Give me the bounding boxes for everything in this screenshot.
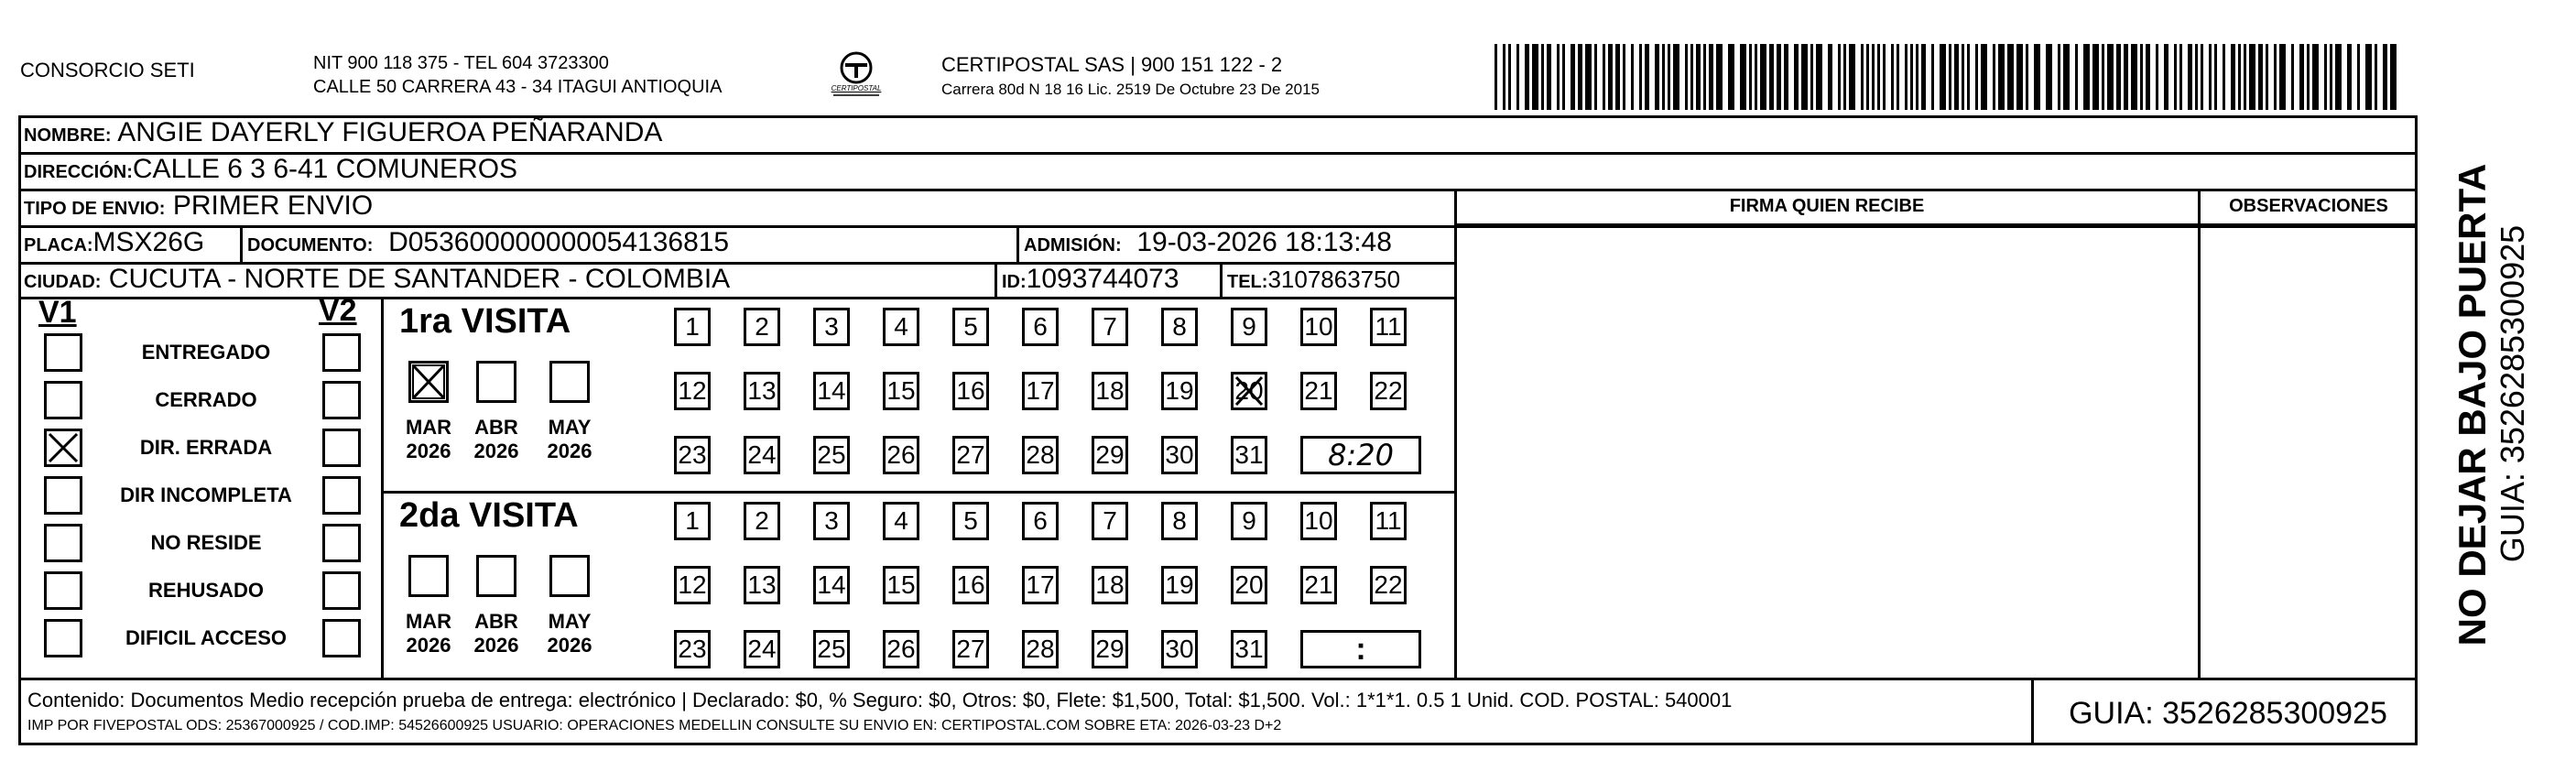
v1-checkbox[interactable] [44, 524, 82, 562]
barcode-bar [1940, 44, 1946, 110]
v1-checkbox[interactable] [44, 333, 82, 372]
visit1-day-box[interactable]: 30 [1161, 436, 1198, 474]
visit2-day-box[interactable]: 16 [952, 566, 989, 604]
logo-icon [815, 48, 897, 103]
barcode-bar [2164, 44, 2168, 110]
status-label: CERRADO [155, 388, 257, 411]
plate-field: PLACA:MSX26G [24, 227, 205, 257]
document-value: D053600000000054136815 [388, 227, 730, 257]
v1-checkbox[interactable] [44, 571, 82, 610]
barcode-bar [2324, 44, 2327, 110]
barcode-bar [2249, 44, 2255, 110]
footer-line1: Contenido: Documentos Medio recepción prueba de entrega: electrónico | Declarado: $0, % Seguro: $0, Otros: $0, Flete: $1,500, Total: $1,500. Vol.: 1*1*1. 0.5 1 Unid. COD. POSTAL: 540001 [27, 689, 1733, 711]
visit1-month-label: MAY 2026 [547, 416, 592, 462]
barcode-bar [1508, 44, 1511, 110]
visit1-day-box[interactable]: 10 [1300, 308, 1337, 346]
day-mark-icon [1231, 372, 1267, 410]
barcode-bar [1849, 44, 1855, 110]
visit2-day-box[interactable]: 20 [1231, 566, 1267, 604]
barcode-bar [1967, 44, 1970, 110]
barcode-bar [1866, 44, 1869, 110]
barcode-bar [1769, 44, 1774, 110]
visit1-day-box[interactable]: 8 [1161, 308, 1198, 346]
barcode-bar [2266, 44, 2268, 110]
visit1-day-box[interactable]: 15 [883, 372, 919, 410]
visit2-day-box[interactable]: 22 [1370, 566, 1407, 604]
barcode-bar [2357, 44, 2360, 110]
visit2-time-box[interactable]: : [1300, 630, 1421, 668]
barcode-bar [1571, 44, 1575, 110]
v1-checkbox[interactable] [44, 619, 82, 657]
barcode-bar [1532, 44, 1538, 110]
barcode-bar [2063, 44, 2070, 110]
barcode-bar [1631, 44, 1634, 110]
visit1-day-box[interactable]: 6 [1022, 308, 1059, 346]
barcode-bar [1916, 44, 1918, 110]
barcode-bar [1861, 44, 1864, 110]
status-label: DIR INCOMPLETA [120, 483, 292, 506]
footer-guia: GUIA: 3526285300925 [2069, 696, 2387, 731]
barcode-bar [1910, 44, 1913, 110]
visit1-title: 1ra VISITA [399, 302, 571, 341]
visit1-month-label: MAR 2026 [405, 416, 452, 462]
barcode-bar [2375, 44, 2377, 110]
visit1-day-box[interactable]: 20 [1231, 372, 1267, 410]
check-x-icon [47, 431, 80, 464]
visit1-day-box[interactable]: 17 [1022, 372, 1059, 410]
visit1-time-box[interactable]: 8:20 [1300, 436, 1421, 474]
visit1-day-box[interactable]: 5 [952, 308, 989, 346]
barcode-bar [2034, 44, 2040, 110]
barcode-bar [2335, 44, 2342, 110]
barcode-bar [1703, 44, 1706, 110]
barcode-bar [1921, 44, 1926, 110]
barcode-bar [1662, 44, 1665, 110]
visit1-day-box[interactable]: 12 [674, 372, 711, 410]
visit2-day-box[interactable]: 23 [674, 630, 711, 668]
visit1-day-box[interactable]: 24 [744, 436, 780, 474]
recipient-name: ANGIE DAYERLY FIGUEROA PEÑARANDA [117, 117, 663, 147]
admission-value: 19-03-2026 18:13:48 [1136, 227, 1392, 257]
barcode-bar [2016, 44, 2023, 110]
barcode-bar [2195, 44, 2198, 110]
v2-checkbox[interactable] [322, 429, 361, 467]
barcode-bar [1516, 44, 1519, 110]
barcode-bar [2075, 44, 2078, 110]
barcode-bar [1784, 44, 1788, 110]
visit1-day-box[interactable]: 22 [1370, 372, 1407, 410]
barcode-bar [2291, 44, 2294, 110]
barcode-bar [1801, 44, 1808, 110]
status-label: NO RESIDE [150, 531, 262, 554]
barcode-bar [1728, 44, 1734, 110]
barcode-bar [1877, 44, 1880, 110]
barcode-bar [2238, 44, 2241, 110]
barcode-bar [1525, 44, 1529, 110]
barcode-bar [2146, 44, 2150, 110]
barcode-bar [2188, 44, 2192, 110]
barcode-bar [2390, 44, 2397, 110]
visit1-month-checkbox[interactable] [476, 361, 516, 403]
barcode-bar [2007, 44, 2014, 110]
visit2-day-box[interactable]: 11 [1370, 502, 1407, 540]
barcode-bar [1585, 44, 1592, 110]
status-label: DIR. ERRADA [139, 436, 273, 459]
barcode-bar [1603, 44, 1605, 110]
v2-checkbox[interactable] [322, 381, 361, 419]
barcode-bar [1891, 44, 1894, 110]
barcode-bar [2107, 44, 2114, 110]
visit2-day-box[interactable]: 29 [1092, 630, 1128, 668]
visit1-month-label: ABR 2026 [473, 416, 519, 462]
barcode-bar [1962, 44, 1964, 110]
logo-text: CERTIPOSTAL [831, 84, 882, 92]
barcode-bar [1993, 44, 1995, 110]
visit1-day-box[interactable]: 13 [744, 372, 780, 410]
visit2-day-box[interactable]: 1 [674, 502, 711, 540]
v1-label: V1 [38, 295, 77, 330]
certipostal-line1: CERTIPOSTAL SAS | 900 151 122 - 2 [941, 53, 1283, 76]
visit1-day-box[interactable]: 25 [813, 436, 850, 474]
barcode-bar [1777, 44, 1781, 110]
visit2-month-label: MAR 2026 [405, 610, 452, 657]
barcode-bar [1716, 44, 1723, 110]
tel-field: TEL:3107863750 [1227, 266, 1401, 293]
barcode-bar [1709, 44, 1713, 110]
barcode-bar [2312, 44, 2319, 110]
barcode-bar [2365, 44, 2372, 110]
barcode-bar [2102, 44, 2104, 110]
status-label: REHUSADO [148, 579, 264, 602]
tel-value: 3107863750 [1267, 266, 1401, 293]
visit2-day-box[interactable]: 28 [1022, 630, 1059, 668]
barcode-bar [1975, 44, 1978, 110]
barcode-bar [1594, 44, 1597, 110]
barcode-bar [1547, 44, 1551, 110]
v1-checkbox[interactable] [44, 381, 82, 419]
visit2-day-box[interactable]: 17 [1022, 566, 1059, 604]
visit2-day-box[interactable]: 4 [883, 502, 919, 540]
barcode-bar [1828, 44, 1832, 110]
visit1-day-box[interactable]: 23 [674, 436, 711, 474]
barcode-bar [2174, 44, 2177, 110]
visit2-day-box[interactable]: 10 [1300, 502, 1337, 540]
barcode-bar [1623, 44, 1625, 110]
document-field: DOCUMENTO: D053600000000054136815 [247, 227, 730, 257]
visit1-day-box[interactable]: 3 [813, 308, 850, 346]
barcode-bar [2299, 44, 2304, 110]
visit1-day-box[interactable]: 2 [744, 308, 780, 346]
admission-field: ADMISIÓN: 19-03-2026 18:13:48 [1024, 227, 1392, 257]
v1-checkbox[interactable] [44, 429, 82, 467]
barcode-bar [2131, 44, 2137, 110]
visit1-day-box[interactable]: 7 [1092, 308, 1128, 346]
barcode-bar [2347, 44, 2352, 110]
visit1-day-box[interactable]: 14 [813, 372, 850, 410]
visit2-day-box[interactable]: 24 [744, 630, 780, 668]
barcode-bar [1883, 44, 1886, 110]
footer-line2: IMP POR FIVEPOSTAL ODS: 25367000925 / COD.IMP: 54526600925 USUARIO: OPERACIONES MEDELLIN CONSULTE SU ENVIO EN: CERTIPOSTAL.COM SOBRE ETA: 2026-03-23 D+2 [27, 718, 1282, 733]
barcode-bar [1740, 44, 1746, 110]
barcode-bar [1810, 44, 1813, 110]
visit2-day-box[interactable]: 31 [1231, 630, 1267, 668]
barcode-bar [2116, 44, 2121, 110]
barcode-bar [1608, 44, 1613, 110]
nit-line: NIT 900 118 375 - TEL 604 3723300 [313, 53, 609, 73]
barcode-bar [1541, 44, 1544, 110]
side-warning: NO DEJAR BAJO PUERTA [2451, 163, 2494, 646]
id-value: 1093744073 [1026, 264, 1179, 294]
visit2-day-box[interactable]: 5 [952, 502, 989, 540]
barcode-bar [1949, 44, 1951, 110]
barcode-bar [1794, 44, 1799, 110]
side-guia: GUIA: 3526285300925 [2494, 224, 2531, 563]
visit2-month-checkbox[interactable] [476, 555, 516, 597]
barcode-bar [2258, 44, 2263, 110]
barcode-bar [1838, 44, 1841, 110]
visit2-day-box[interactable]: 2 [744, 502, 780, 540]
v2-checkbox[interactable] [322, 333, 361, 372]
name-field: NOMBRE: ANGIE DAYERLY FIGUEROA PEÑARANDA [24, 117, 663, 147]
barcode-bar [1749, 44, 1752, 110]
visit1-day-box[interactable]: 21 [1300, 372, 1337, 410]
visit1-day-box[interactable]: 1 [674, 308, 711, 346]
visit2-day-box[interactable]: 18 [1092, 566, 1128, 604]
barcode-bar [1954, 44, 1959, 110]
barcode-bar [1931, 44, 1934, 110]
visit1-day-box[interactable]: 26 [883, 436, 919, 474]
visit2-day-box[interactable]: 8 [1161, 502, 1198, 540]
barcode-bar [2330, 44, 2332, 110]
visit2-title: 2da VISITA [399, 496, 579, 535]
signature-header: FIRMA QUIEN RECIBE [1729, 196, 1925, 216]
visit2-day-box[interactable]: 13 [744, 566, 780, 604]
visit2-day-box[interactable]: 19 [1161, 566, 1198, 604]
visit1-day-box[interactable]: 9 [1231, 308, 1267, 346]
barcode-bar [2058, 44, 2060, 110]
v2-label: V2 [319, 293, 357, 328]
barcode-bar [2156, 44, 2158, 110]
visit2-day-box[interactable]: 12 [674, 566, 711, 604]
visit1-day-box[interactable]: 19 [1161, 372, 1198, 410]
barcode-bar [1495, 44, 1497, 110]
v2-checkbox[interactable] [322, 476, 361, 515]
barcode-bar [2026, 44, 2028, 110]
barcode-bar [1639, 44, 1642, 110]
visit2-day-box[interactable]: 14 [813, 566, 850, 604]
barcode-bar [2046, 44, 2052, 110]
v2-checkbox[interactable] [322, 571, 361, 610]
visit2-month-label: MAY 2026 [547, 610, 592, 657]
barcode-bar [1578, 44, 1582, 110]
barcode-bar [2279, 44, 2286, 110]
visit1-day-box[interactable]: 11 [1370, 308, 1407, 346]
barcode-bar [1503, 44, 1505, 110]
company-name: CONSORCIO SETI [20, 59, 195, 81]
visit2-day-box[interactable]: 7 [1092, 502, 1128, 540]
barcode-bar [2140, 44, 2143, 110]
v1-checkbox[interactable] [44, 476, 82, 515]
barcode-bar [1673, 44, 1679, 110]
visit2-day-box[interactable]: 21 [1300, 566, 1337, 604]
visit2-day-box[interactable]: 9 [1231, 502, 1267, 540]
visit2-month-label: ABR 2026 [473, 610, 519, 657]
barcode-bar [2307, 44, 2310, 110]
barcode-bar [2244, 44, 2246, 110]
barcode-bar [2092, 44, 2099, 110]
barcode-bar [2179, 44, 2182, 110]
status-label: ENTREGADO [141, 341, 271, 364]
address-field: DIRECCIÓN:CALLE 6 3 6-41 COMUNEROS [24, 154, 518, 184]
barcode-bar [2124, 44, 2128, 110]
visit2-day-box[interactable]: 26 [883, 630, 919, 668]
visit1-day-box[interactable]: 18 [1092, 372, 1128, 410]
visit1-day-box[interactable]: 16 [952, 372, 989, 410]
barcode-bar [1655, 44, 1659, 110]
visit2-day-box[interactable]: 25 [813, 630, 850, 668]
visit1-day-box[interactable]: 4 [883, 308, 919, 346]
visit1-day-box[interactable]: 27 [952, 436, 989, 474]
barcode-bar [1897, 44, 1899, 110]
visit2-month-checkbox[interactable] [549, 555, 590, 597]
visit2-day-box[interactable]: 6 [1022, 502, 1059, 540]
visit2-day-box[interactable]: 27 [952, 630, 989, 668]
barcode-bar [2274, 44, 2277, 110]
barcode-bar [1696, 44, 1701, 110]
barcode-bar [1843, 44, 1846, 110]
status-label: DIFICIL ACCESO [125, 626, 287, 649]
barcode-bar [2231, 44, 2235, 110]
barcode-bar [1981, 44, 1987, 110]
visit1-day-box[interactable]: 28 [1022, 436, 1059, 474]
barcode-bar [2083, 44, 2090, 110]
plate-value: MSX26G [92, 227, 205, 257]
city-value: CUCUTA - NORTE DE SANTANDER - COLOMBIA [108, 264, 731, 294]
visit2-day-box[interactable]: 30 [1161, 630, 1198, 668]
barcode-bar [2201, 44, 2203, 110]
visit1-day-box[interactable]: 29 [1092, 436, 1128, 474]
barcode-bar [2223, 44, 2225, 110]
barcode-bar [2209, 44, 2212, 110]
barcode-bar [1562, 44, 1565, 110]
visit1-day-box[interactable]: 31 [1231, 436, 1267, 474]
barcode-bar [1872, 44, 1875, 110]
barcode-bar [1755, 44, 1757, 110]
check-x-icon [411, 364, 446, 400]
visit1-month-checkbox[interactable] [549, 361, 590, 403]
id-field: ID:1093744073 [1002, 264, 1179, 294]
recipient-address: CALLE 6 3 6-41 COMUNEROS [132, 154, 518, 184]
barcode-bar [1905, 44, 1908, 110]
visit2-month-checkbox[interactable] [408, 555, 449, 597]
city-field: CIUDAD: CUCUTA - NORTE DE SANTANDER - COLOMBIA [24, 264, 731, 294]
type-field: TIPO DE ENVIO: PRIMER ENVIO [24, 190, 374, 221]
address-line: CALLE 50 CARRERA 43 - 34 ITAGUI ANTIOQUIA [313, 77, 723, 97]
barcode-bar [1998, 44, 2005, 110]
barcode [1495, 44, 2410, 110]
barcode-bar [2214, 44, 2217, 110]
barcode-bar [1685, 44, 1688, 110]
barcode-bar [1557, 44, 1560, 110]
barcode-bar [1668, 44, 1670, 110]
visit2-day-box[interactable]: 3 [813, 502, 850, 540]
observations-header: OBSERVACIONES [2229, 196, 2388, 216]
barcode-bar [1645, 44, 1649, 110]
barcode-bar [1816, 44, 1822, 110]
certipostal-line2: Carrera 80d N 18 16 Lic. 2519 De Octubre 23 De 2015 [941, 81, 1320, 98]
visit1-month-checkbox[interactable] [408, 361, 449, 403]
barcode-bar [2383, 44, 2387, 110]
barcode-bar [1615, 44, 1620, 110]
barcode-bar [1690, 44, 1693, 110]
v2-checkbox[interactable] [322, 524, 361, 562]
certipostal-logo [815, 48, 897, 103]
v2-checkbox[interactable] [322, 619, 361, 657]
shipment-type: PRIMER ENVIO [172, 190, 374, 221]
visit2-day-box[interactable]: 15 [883, 566, 919, 604]
barcode-bar [1760, 44, 1766, 110]
